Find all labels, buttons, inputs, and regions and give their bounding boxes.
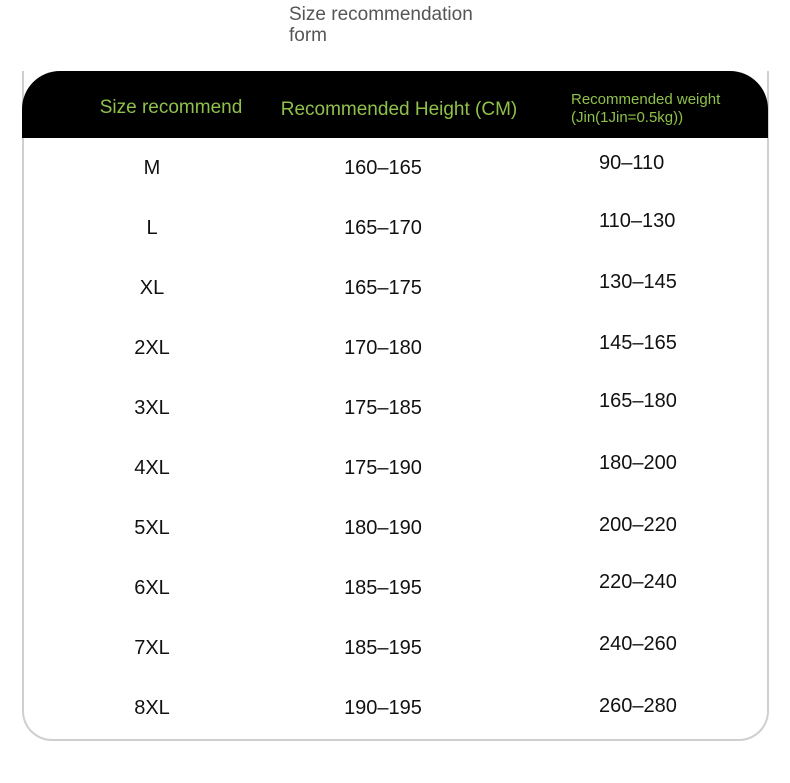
title-line-1: Size recommendation <box>289 4 473 25</box>
cell-height: 175–190 <box>344 457 422 479</box>
page-title <box>289 4 509 46</box>
table-row <box>22 141 768 201</box>
cell-height: 160–165 <box>344 157 422 179</box>
title-line-2: form <box>289 25 327 46</box>
cell-size: XL <box>139 277 165 299</box>
header-weight <box>571 91 771 127</box>
cell-weight: 145–165 <box>599 332 677 354</box>
table-row <box>22 621 768 681</box>
cell-size: 8XL <box>134 697 170 719</box>
cell-height: 185–195 <box>344 637 422 659</box>
cell-weight: 90–110 <box>599 152 665 174</box>
cell-size: 6XL <box>134 577 170 599</box>
cell-weight: 220–240 <box>599 571 677 593</box>
table-row <box>22 501 768 561</box>
table-row <box>22 381 768 441</box>
table-row <box>22 681 768 741</box>
cell-weight: 180–200 <box>599 452 677 474</box>
header-size: Size recommend <box>99 97 243 118</box>
table-row <box>22 561 768 621</box>
cell-size: L <box>146 217 158 239</box>
cell-weight: 240–260 <box>599 633 677 655</box>
table-row <box>22 441 768 501</box>
cell-height: 185–195 <box>344 577 422 599</box>
table-row <box>22 261 768 321</box>
cell-height: 180–190 <box>344 517 422 539</box>
cell-weight: 260–280 <box>599 695 677 717</box>
table-header <box>22 71 768 138</box>
cell-size: 3XL <box>134 397 170 419</box>
cell-weight: 165–180 <box>599 390 677 412</box>
cell-height: 165–175 <box>344 277 422 299</box>
header-weight-line-2: (Jin(1Jin=0.5kg)) <box>571 109 684 126</box>
cell-weight: 110–130 <box>599 210 676 232</box>
cell-size: 2XL <box>134 337 170 359</box>
table-row <box>22 201 768 261</box>
header-weight-line-1: Recommended weight <box>571 91 721 108</box>
header-height: Recommended Height (CM) <box>280 99 518 120</box>
cell-weight: 130–145 <box>599 271 677 293</box>
cell-size: 4XL <box>134 457 170 479</box>
cell-weight: 200–220 <box>599 514 677 536</box>
cell-height: 175–185 <box>344 397 422 419</box>
table-row <box>22 321 768 381</box>
cell-height: 170–180 <box>344 337 422 359</box>
cell-height: 165–170 <box>344 217 422 239</box>
cell-size: M <box>143 157 161 179</box>
cell-size: 7XL <box>134 637 170 659</box>
cell-size: 5XL <box>134 517 170 539</box>
cell-height: 190–195 <box>344 697 422 719</box>
